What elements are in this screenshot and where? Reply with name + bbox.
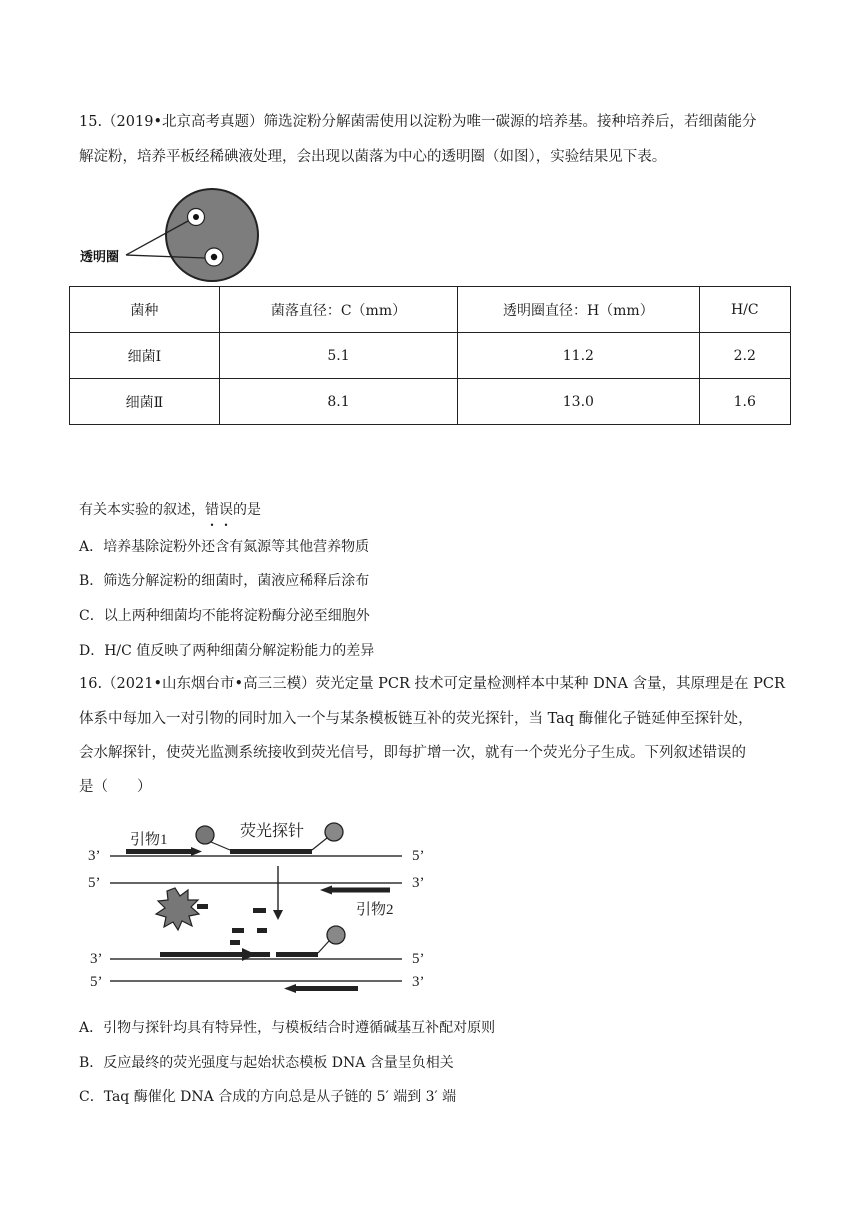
primer2-bar: [296, 986, 358, 991]
probe-reporter-dye: [196, 826, 214, 844]
primer1-bar: [126, 849, 191, 854]
probe-fragment: [232, 928, 244, 933]
probe-fragment: [253, 908, 266, 913]
probe-quencher: [325, 823, 343, 841]
probe-remaining-link: [318, 941, 329, 953]
table-header-cell: H/C: [699, 287, 790, 333]
probe-link-left: [211, 842, 230, 850]
q15-results-table: [69, 286, 791, 425]
probe-bar: [230, 849, 312, 854]
emphasis-char: 误: [219, 502, 233, 518]
q16-option-c: C．Taq 酶催化 DNA 合成的方向总是从子链的 5′ 端到 3′ 端: [79, 1089, 457, 1105]
end-label-3-upper-left: 3’: [90, 951, 103, 967]
table-header-cell: 菌种: [70, 287, 220, 333]
fluorescence-burst: [156, 888, 199, 930]
primer2-arrowhead: [284, 984, 296, 993]
q16-option-a: A．引物与探针均具有特异性，与模板结合时遵循碱基互补配对原则: [79, 1020, 496, 1036]
primer2-bar: [332, 888, 390, 893]
primer2-arrowhead: [320, 886, 332, 895]
q15-option-a: A．培养基除淀粉外还含有氮源等其他营养物质: [79, 539, 370, 555]
table-cell: 细菌Ⅱ: [70, 379, 220, 425]
table-cell: 11.2: [458, 333, 699, 379]
table-cell: 13.0: [458, 379, 699, 425]
q15-option-c: C．以上两种细菌均不能将淀粉酶分泌至细胞外: [79, 608, 370, 624]
end-label-3-lower-right: 3’: [412, 974, 425, 990]
table-cell: 2.2: [699, 333, 790, 379]
emphasis-char: 错: [205, 502, 219, 518]
q15-stem-line1: 15.（2019•北京高考真题）筛选淀粉分解菌需使用以淀粉为唯一碳源的培养基。接种培养后，若细菌能分: [79, 114, 757, 130]
colony-2: [211, 254, 217, 260]
primer1-arrowhead: [191, 847, 202, 856]
q15-question-prefix: 有关本实验的叙述，: [79, 502, 205, 518]
q15-question: [79, 500, 261, 520]
end-label-3-upper-left: 3’: [88, 848, 101, 864]
table-cell: 细菌Ⅰ: [70, 333, 220, 379]
end-label-5-lower-left: 5’: [90, 974, 103, 990]
end-label-5-upper-right: 5’: [412, 951, 425, 967]
process-arrow-head: [273, 910, 283, 920]
probe-quencher: [327, 926, 345, 944]
end-label-5-lower-left: 5’: [88, 875, 101, 891]
q16-pcr-figure: [80, 816, 450, 996]
table-header-cell: 透明圈直径：H（mm）: [458, 287, 699, 333]
q15-question-suffix: 的是: [233, 502, 261, 518]
q16-stem-line1: 16.（2021•山东烟台市•高三三模）荧光定量 PCR 技术可定量检测样本中某种 DNA 含量，其原理是在 PCR: [79, 676, 785, 692]
colony-1: [193, 214, 199, 220]
table-header-row: [70, 287, 791, 333]
probe-link-right: [312, 838, 327, 850]
table-row: [70, 333, 791, 379]
probe-fragment: [230, 940, 240, 945]
probe-fragment: [257, 928, 267, 933]
q15-stem-line2: 解淀粉，培养平板经稀碘液处理，会出现以菌落为中心的透明圈（如图），实验结果见下表。: [79, 149, 667, 165]
probe-fragment: [197, 904, 208, 909]
q16-stem-line3: 会水解探针，使荧光监测系统接收到荧光信号，即每扩增一次，就有一个荧光分子生成。下列叙述错误的: [79, 745, 746, 761]
probe-label: 荧光探针: [240, 823, 305, 840]
q15-option-b: B．筛选分解淀粉的细菌时，菌液应稀释后涂布: [79, 573, 370, 589]
clear-zone-label: 透明圈: [80, 249, 120, 264]
q15-plate-figure: [78, 188, 278, 282]
end-label-3-lower-right: 3’: [412, 875, 425, 891]
q15-option-d: D．H/C 值反映了两种细菌分解淀粉能力的差异: [79, 643, 375, 659]
primer1-label: 引物1: [130, 832, 168, 848]
q16-option-b: B．反应最终的荧光强度与起始状态模板 DNA 含量呈负相关: [79, 1055, 454, 1071]
table-cell: 1.6: [699, 379, 790, 425]
table-header-cell: 菌落直径：C（mm）: [219, 287, 457, 333]
q16-stem-line4: 是（ ）: [79, 779, 152, 795]
table-cell: 5.1: [219, 333, 457, 379]
q16-stem-line2: 体系中每加入一对引物的同时加入一个与某条模板链互补的荧光探针，当 Taq 酶催化子链延伸至探针处，: [79, 711, 753, 727]
probe-remaining-bar: [276, 952, 318, 957]
primer2-label: 引物2: [356, 902, 394, 918]
table-row: [70, 379, 791, 425]
end-label-5-upper-right: 5’: [412, 848, 425, 864]
table-cell: 8.1: [219, 379, 457, 425]
culture-plate: [166, 189, 258, 281]
